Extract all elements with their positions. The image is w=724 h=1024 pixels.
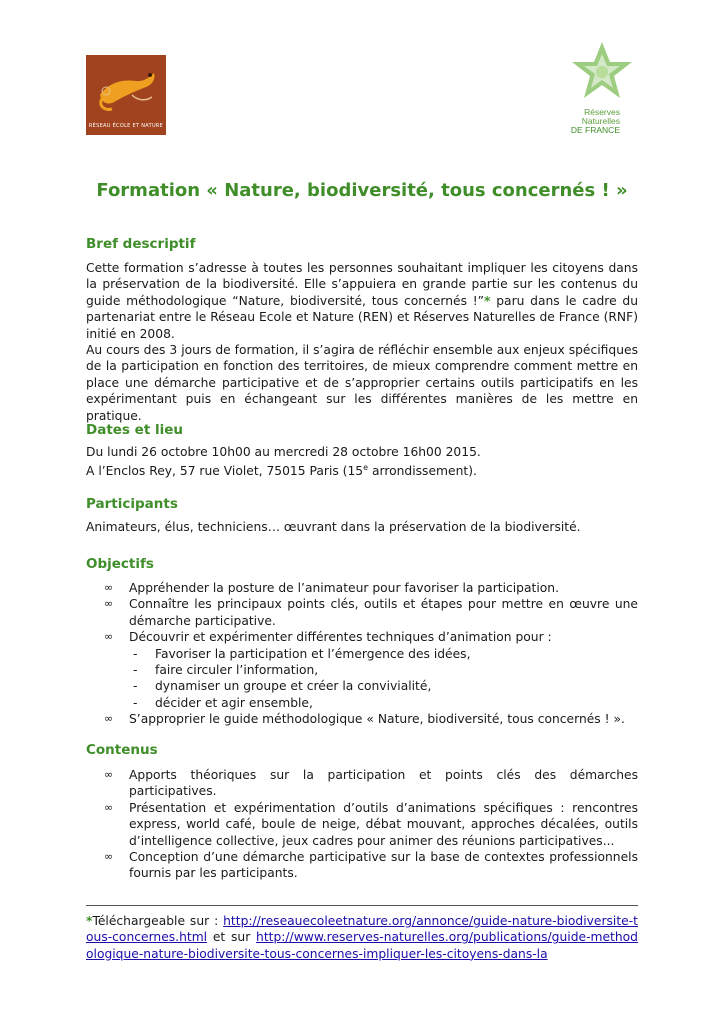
ren-logo xyxy=(86,55,166,135)
bref-paragraph-2: Au cours des 3 jours de formation, il s’agira de réfléchir ensemble aux enjeux spécifiques de la participation en fonction des territoires, de mieux comprendre comment mettre en place une démarche participative et de s’approprier certains outils participatifs en les expérimentant puis en échangeant sur les différentes manières de les mettre en pratique. xyxy=(86,343,638,423)
objectifs-sublist xyxy=(129,646,638,712)
star-icon xyxy=(540,40,640,108)
page-title: Formation « Nature, biodiversité, tous concernés ! » xyxy=(96,180,628,201)
link-rnf-guide[interactable]: http://www.reserves-naturelles.org/publications/guide-methodologique-nature-biodiversite-tous-concernes-impliquer-les-citoyens-dans-la xyxy=(86,930,638,961)
participants-text: Animateurs, élus, techniciens… œuvrant dans la préservation de la biodiversité. xyxy=(86,520,581,534)
ren-logo-caption: RÉSEAU ÉCOLE ET NATURE xyxy=(88,123,164,129)
rnf-logo-text: Réserves Naturelles DE FRANCE xyxy=(570,107,620,135)
sub-list-item: - dynamiser un groupe et créer la convivialité, xyxy=(133,679,432,694)
list-item: ∞ S’approprier le guide méthodologique « Nature, biodiversité, tous concernés ! ». xyxy=(104,712,625,727)
list-item: ∞ Apports théoriques sur la participation et points clés des démarches participatives. xyxy=(104,768,638,799)
sub-list-item: - décider et agir ensemble, xyxy=(133,695,313,710)
contenus-list xyxy=(86,767,638,882)
rnf-logo xyxy=(540,40,640,140)
section-heading-dates: Dates et lieu xyxy=(86,422,183,438)
footnote-star: * xyxy=(86,914,93,928)
list-item: ∞ Découvrir et expérimenter différentes techniques d’animation pour : - Favoriser la participation et l’émergence des idées, - faire circuler l’information, - dynamiser un groupe et créer la convivialité, - décider et agir ensemble, xyxy=(86,629,638,711)
footnote: *Téléchargeable sur : http://reseauecoleetnature.org/annonce/guide-nature-biodiversite-tous-concernes.html et sur http://www.reserves-naturelles.org/publications/guide-methodologique-nature-biodiversite-tous-concernes-impliquer-les-citoyens-dans-la xyxy=(86,914,638,961)
footnote-divider xyxy=(86,905,638,906)
section-heading-participants: Participants xyxy=(86,496,178,512)
list-item: ∞ Appréhender la posture de l’animateur pour favoriser la participation. xyxy=(104,581,559,595)
objectifs-list xyxy=(86,580,638,728)
sub-list-item: - faire circuler l’information, xyxy=(133,663,319,678)
section-heading-objectifs: Objectifs xyxy=(86,556,154,572)
list-item: ∞ Conception d’une démarche participative sur la base de contextes professionnels fournis par les participants. xyxy=(104,850,638,881)
footnote-label: Téléchargeable sur : xyxy=(92,914,224,928)
sub-list-item: - Favoriser la participation et l’émergence des idées, xyxy=(133,646,471,661)
section-heading-bref: Bref descriptif xyxy=(86,236,196,252)
bref-paragraph-1: Cette formation s’adresse à toutes les personnes souhaitant impliquer les citoyens dans la préservation de la biodiversité. Elle s’appuiera en grande partie sur les contenus du guide méthodologique “Nature, biodiversité, tous concernés !”* paru dans le cadre du partenariat entre le Réseau Ecole et Nature (REN) et Réserves Naturelles de France (RNF) initié en 2008. xyxy=(86,261,638,341)
section-heading-contenus: Contenus xyxy=(86,742,158,758)
list-item: ∞ Connaître les principaux points clés, outils et étapes pour mettre en œuvre une démarche participative. xyxy=(104,597,638,628)
footnote-marker: * xyxy=(484,293,491,308)
dates-text: Du lundi 26 octobre 10h00 au mercredi 28 octobre 16h00 2015. A l’Enclos Rey, 57 rue Violet, 75015 Paris (15e arrondissement). xyxy=(86,445,481,479)
otter-icon xyxy=(86,55,166,119)
list-item: ∞ Présentation et expérimentation d’outils d’animations spécifiques : rencontres express, world café, boule de neige, débat mouvant, approches décalées, outils d’intelligence collective, jeux cadres pour animer des réunions participatives... xyxy=(104,800,638,848)
bref-descriptif-text xyxy=(86,260,638,424)
link-ren-guide[interactable]: http://reseauecoleetnature.org/annonce/guide-nature-biodiversite-tous-concernes.html xyxy=(86,914,638,945)
